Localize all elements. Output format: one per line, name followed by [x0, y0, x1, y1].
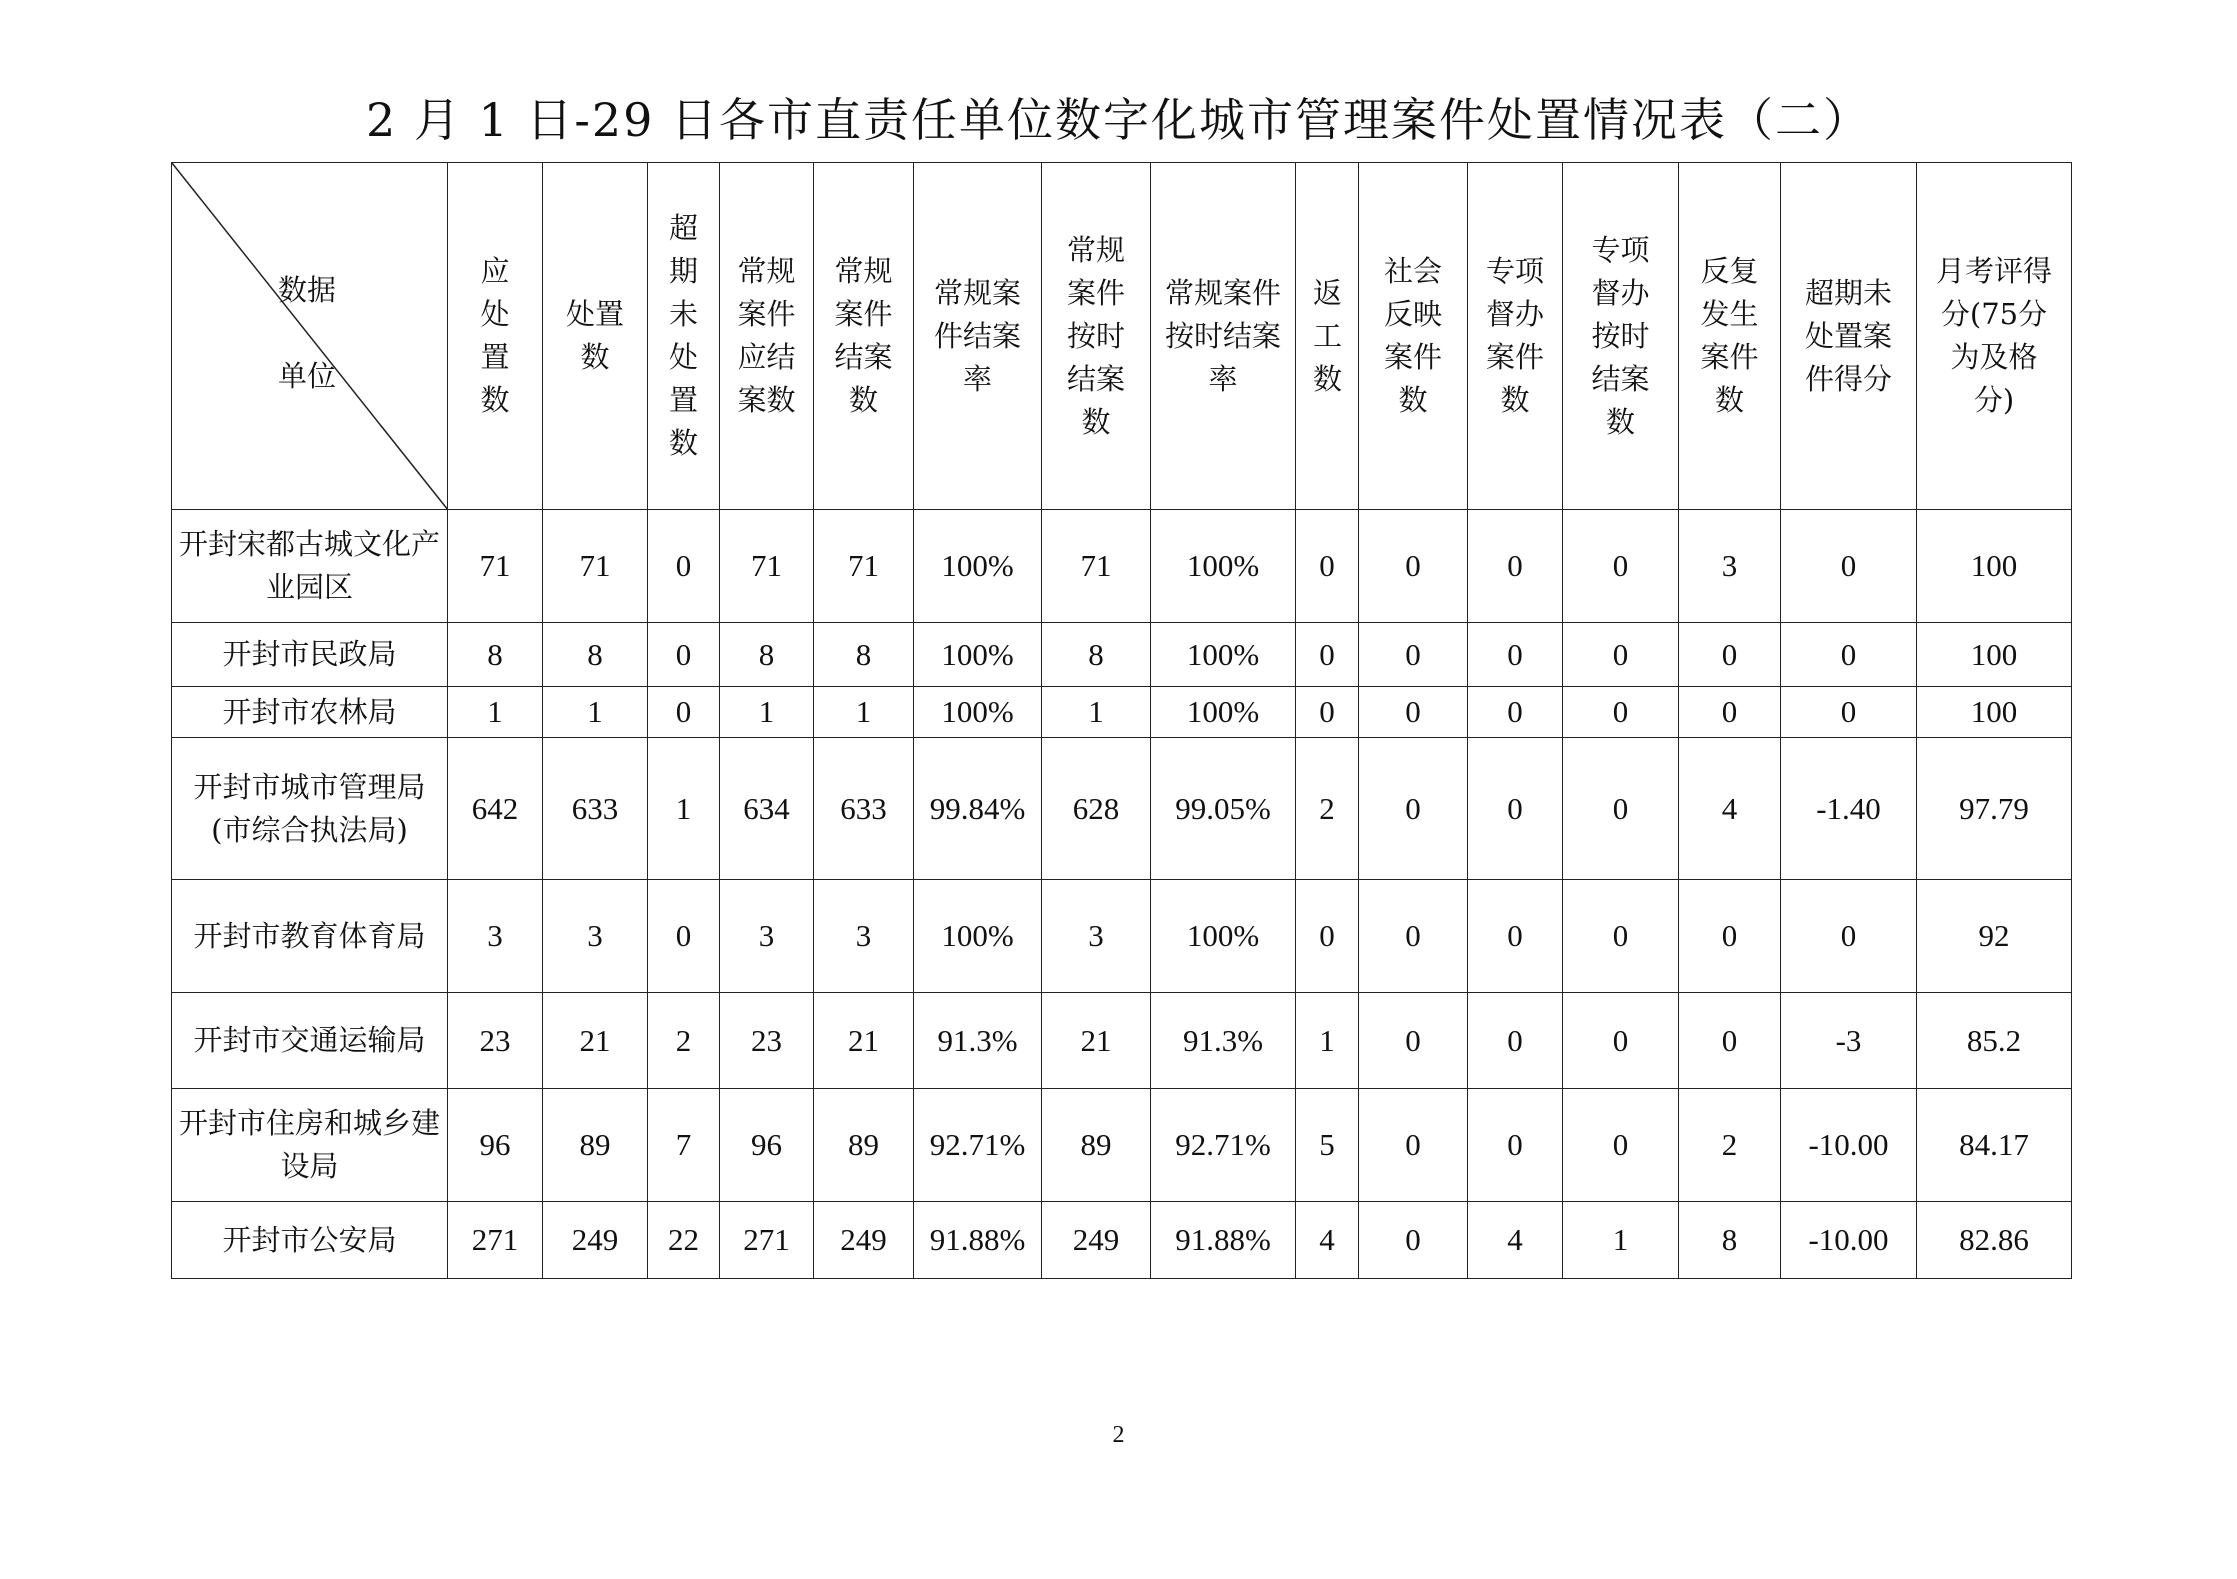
- value-cell: 71: [720, 510, 814, 623]
- value-cell: 633: [814, 738, 914, 880]
- header-cell: 反复发生案件数: [1679, 163, 1781, 510]
- value-cell: 99.05%: [1151, 738, 1296, 880]
- value-cell: 1: [1563, 1202, 1679, 1279]
- header-cell: 常规案件按时结案率: [1151, 163, 1296, 510]
- value-cell: 0: [1359, 738, 1468, 880]
- value-cell: 0: [1781, 880, 1917, 993]
- header-cell: 常规案件结案数: [814, 163, 914, 510]
- value-cell: 100%: [1151, 880, 1296, 993]
- header-cell: 超期未处置案件得分: [1781, 163, 1917, 510]
- value-cell: -1.40: [1781, 738, 1917, 880]
- value-cell: 0: [648, 880, 720, 993]
- value-cell: 0: [1359, 880, 1468, 993]
- value-cell: 4: [1296, 1202, 1359, 1279]
- value-cell: 0: [1563, 993, 1679, 1089]
- value-cell: 100: [1917, 623, 2072, 687]
- page-number: 2: [1112, 1422, 1125, 1448]
- value-cell: 0: [1781, 510, 1917, 623]
- value-cell: 21: [1042, 993, 1151, 1089]
- value-cell: 0: [1679, 880, 1781, 993]
- value-cell: 0: [648, 687, 720, 738]
- value-cell: 100%: [1151, 687, 1296, 738]
- value-cell: 642: [448, 738, 543, 880]
- value-cell: 21: [543, 993, 648, 1089]
- unit-cell: 开封市农林局: [172, 687, 448, 738]
- value-cell: 1: [1296, 993, 1359, 1089]
- value-cell: 3: [814, 880, 914, 993]
- value-cell: 3: [1679, 510, 1781, 623]
- value-cell: 92: [1917, 880, 2072, 993]
- value-cell: 0: [648, 623, 720, 687]
- header-cell: 常规案件结案率: [914, 163, 1042, 510]
- value-cell: 96: [720, 1089, 814, 1202]
- value-cell: 0: [1679, 993, 1781, 1089]
- value-cell: 633: [543, 738, 648, 880]
- value-cell: 0: [1781, 687, 1917, 738]
- value-cell: 1: [1042, 687, 1151, 738]
- header-cell: 处置数: [543, 163, 648, 510]
- value-cell: 0: [1679, 623, 1781, 687]
- value-cell: 0: [1468, 880, 1563, 993]
- unit-cell: 开封市教育体育局: [172, 880, 448, 993]
- value-cell: 0: [1296, 510, 1359, 623]
- value-cell: 0: [1359, 1089, 1468, 1202]
- value-cell: 8: [1679, 1202, 1781, 1279]
- value-cell: 1: [814, 687, 914, 738]
- value-cell: 5: [1296, 1089, 1359, 1202]
- value-cell: 0: [1359, 510, 1468, 623]
- value-cell: 628: [1042, 738, 1151, 880]
- value-cell: 91.3%: [1151, 993, 1296, 1089]
- header-cell: 应处置数: [448, 163, 543, 510]
- table-row: [172, 738, 2072, 880]
- value-cell: 249: [543, 1202, 648, 1279]
- value-cell: 0: [1563, 687, 1679, 738]
- value-cell: 0: [1296, 623, 1359, 687]
- header-cell: 超期未处置数: [648, 163, 720, 510]
- value-cell: 23: [720, 993, 814, 1089]
- value-cell: 0: [1359, 993, 1468, 1089]
- value-cell: 0: [1359, 623, 1468, 687]
- value-cell: 271: [448, 1202, 543, 1279]
- value-cell: 0: [1679, 687, 1781, 738]
- value-cell: 3: [1042, 880, 1151, 993]
- value-cell: 89: [543, 1089, 648, 1202]
- value-cell: 89: [1042, 1089, 1151, 1202]
- value-cell: 0: [1468, 738, 1563, 880]
- value-cell: 100: [1917, 510, 2072, 623]
- value-cell: 4: [1679, 738, 1781, 880]
- value-cell: 4: [1468, 1202, 1563, 1279]
- header-cell: 常规案件应结案数: [720, 163, 814, 510]
- header-row: [172, 163, 2072, 510]
- header-cell: 常规案件按时结案数: [1042, 163, 1151, 510]
- value-cell: 100%: [914, 687, 1042, 738]
- unit-label: 单位: [278, 359, 337, 393]
- value-cell: -10.00: [1781, 1089, 1917, 1202]
- value-cell: 71: [1042, 510, 1151, 623]
- value-cell: 0: [1468, 1089, 1563, 1202]
- value-cell: 100%: [914, 510, 1042, 623]
- value-cell: 0: [1468, 623, 1563, 687]
- value-cell: 96: [448, 1089, 543, 1202]
- value-cell: 97.79: [1917, 738, 2072, 880]
- table-row: [172, 1202, 2072, 1279]
- value-cell: 249: [1042, 1202, 1151, 1279]
- value-cell: 71: [543, 510, 648, 623]
- value-cell: 2: [1679, 1089, 1781, 1202]
- value-cell: 3: [543, 880, 648, 993]
- value-cell: 0: [1468, 993, 1563, 1089]
- value-cell: 0: [1359, 1202, 1468, 1279]
- value-cell: 8: [448, 623, 543, 687]
- data-label: 数据: [278, 273, 337, 307]
- value-cell: 8: [543, 623, 648, 687]
- table-row: [172, 623, 2072, 687]
- table-row: [172, 880, 2072, 993]
- value-cell: 0: [1296, 880, 1359, 993]
- unit-cell: 开封市民政局: [172, 623, 448, 687]
- value-cell: 71: [448, 510, 543, 623]
- value-cell: 2: [648, 993, 720, 1089]
- diagonal-line: [172, 163, 448, 510]
- value-cell: 91.3%: [914, 993, 1042, 1089]
- table-row: [172, 510, 2072, 623]
- unit-cell: 开封市公安局: [172, 1202, 448, 1279]
- table-row: [172, 1089, 2072, 1202]
- value-cell: 92.71%: [914, 1089, 1042, 1202]
- corner-cell: [172, 163, 448, 510]
- value-cell: 0: [1563, 623, 1679, 687]
- value-cell: 0: [1468, 687, 1563, 738]
- value-cell: 91.88%: [914, 1202, 1042, 1279]
- value-cell: 0: [1781, 623, 1917, 687]
- value-cell: 89: [814, 1089, 914, 1202]
- unit-cell: 开封市住房和城乡建设局: [172, 1089, 448, 1202]
- value-cell: 3: [720, 880, 814, 993]
- value-cell: 84.17: [1917, 1089, 2072, 1202]
- value-cell: 0: [1563, 1089, 1679, 1202]
- value-cell: 100%: [914, 880, 1042, 993]
- value-cell: 91.88%: [1151, 1202, 1296, 1279]
- value-cell: 100: [1917, 687, 2072, 738]
- value-cell: 0: [648, 510, 720, 623]
- value-cell: 8: [1042, 623, 1151, 687]
- value-cell: 1: [543, 687, 648, 738]
- value-cell: 2: [1296, 738, 1359, 880]
- value-cell: 82.86: [1917, 1202, 2072, 1279]
- value-cell: 23: [448, 993, 543, 1089]
- value-cell: 0: [1563, 510, 1679, 623]
- value-cell: 249: [814, 1202, 914, 1279]
- value-cell: 100%: [1151, 510, 1296, 623]
- value-cell: 634: [720, 738, 814, 880]
- value-cell: 0: [1468, 510, 1563, 623]
- unit-cell: 开封市城市管理局(市综合执法局): [172, 738, 448, 880]
- header-cell: 专项督办案件数: [1468, 163, 1563, 510]
- header-cell: 社会反映案件数: [1359, 163, 1468, 510]
- table-row: [172, 993, 2072, 1089]
- unit-cell: 开封市交通运输局: [172, 993, 448, 1089]
- value-cell: 271: [720, 1202, 814, 1279]
- value-cell: 7: [648, 1089, 720, 1202]
- value-cell: 92.71%: [1151, 1089, 1296, 1202]
- value-cell: 22: [648, 1202, 720, 1279]
- value-cell: 1: [448, 687, 543, 738]
- header-cell: 返工数: [1296, 163, 1359, 510]
- value-cell: -3: [1781, 993, 1917, 1089]
- value-cell: 0: [1563, 880, 1679, 993]
- value-cell: 71: [814, 510, 914, 623]
- value-cell: 0: [1563, 738, 1679, 880]
- value-cell: -10.00: [1781, 1202, 1917, 1279]
- value-cell: 0: [1359, 687, 1468, 738]
- value-cell: 8: [814, 623, 914, 687]
- page-title: 2 月 1 日-29 日各市直责任单位数字化城市管理案件处置情况表（二）: [365, 93, 1872, 147]
- value-cell: 0: [1296, 687, 1359, 738]
- value-cell: 21: [814, 993, 914, 1089]
- header-cell: 专项督办按时结案数: [1563, 163, 1679, 510]
- case-table: [171, 162, 2072, 1279]
- value-cell: 1: [720, 687, 814, 738]
- table-row: [172, 687, 2072, 738]
- value-cell: 100%: [1151, 623, 1296, 687]
- header-cell: 月考评得分(75分为及格分): [1917, 163, 2072, 510]
- value-cell: 1: [648, 738, 720, 880]
- value-cell: 3: [448, 880, 543, 993]
- unit-cell: 开封宋都古城文化产业园区: [172, 510, 448, 623]
- value-cell: 85.2: [1917, 993, 2072, 1089]
- value-cell: 8: [720, 623, 814, 687]
- value-cell: 100%: [914, 623, 1042, 687]
- value-cell: 99.84%: [914, 738, 1042, 880]
